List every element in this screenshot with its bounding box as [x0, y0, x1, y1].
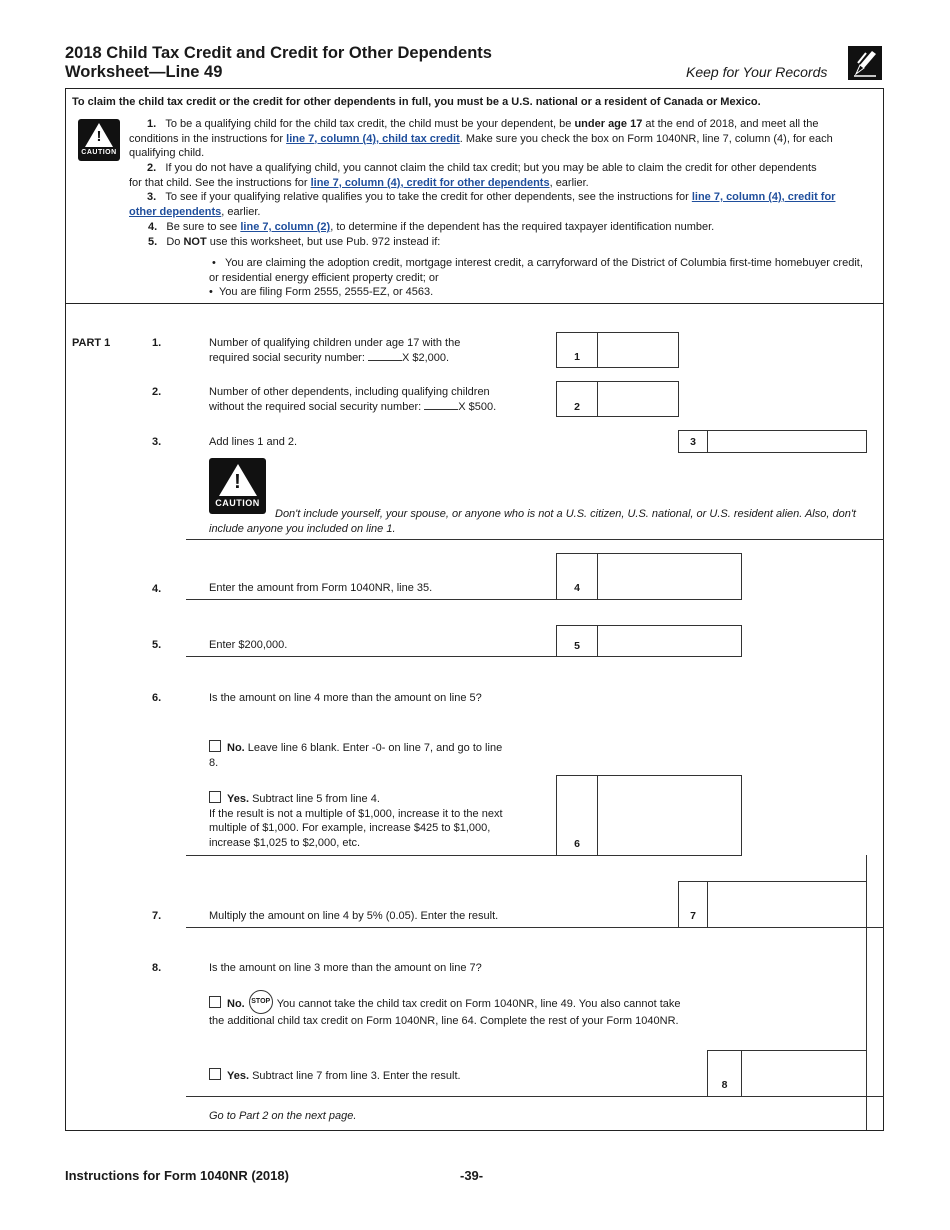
line-2-number: 2.	[152, 386, 162, 398]
caution-icon: ! CAUTION	[209, 458, 266, 514]
caution-label: CAUTION	[81, 149, 117, 156]
no-text: You cannot take the child tax credit on Form 1040NR, line 49. You also cannot take the additional child tax credit on Form 1040NR, line 64. Complete the rest of your Form 1040NR.	[209, 998, 681, 1027]
line-1-text-a: Number of qualifying children under age 17 with the	[209, 337, 461, 349]
item-text: at the end of 2018, and meet all the conditions in the instructions for	[129, 118, 819, 145]
line-3-box-number: 3	[690, 436, 696, 448]
line-7-amount-box[interactable]	[707, 881, 867, 928]
item-bold: under age 17	[574, 118, 643, 130]
item-text: Do	[166, 236, 184, 248]
bullet-icon: •	[209, 286, 213, 298]
link-line7-col4-credit-other-dependents-2[interactable]: line 7, column (4), credit for other dependents	[129, 191, 836, 218]
line-5-text: Enter $200,000.	[209, 639, 288, 651]
no-text: Leave line 6 blank. Enter -0- on line 7, and go to line 8.	[209, 742, 503, 769]
rule	[186, 599, 556, 600]
part-label: PART 1	[72, 337, 111, 349]
line-7-text: Multiply the amount on line 4 by 5% (0.05). Enter the result.	[209, 910, 499, 922]
line-2-text	[209, 385, 554, 414]
line-1-number: 1.	[152, 337, 162, 349]
line-4-text: Enter the amount from Form 1040NR, line 35.	[209, 582, 433, 594]
bullet-1	[209, 256, 869, 285]
line-2-count-blank[interactable]	[424, 400, 458, 410]
line-6-box-number: 6	[574, 838, 580, 850]
line-1-count-blank[interactable]	[368, 351, 402, 361]
line-3-amount-box[interactable]	[707, 430, 867, 453]
line-6-amount-box[interactable]	[597, 775, 742, 856]
pencil-icon	[848, 46, 882, 80]
section-divider	[65, 303, 884, 304]
item-number: 3.	[147, 191, 157, 203]
line-1-text-b: required social security number:	[209, 351, 365, 364]
no-label: No.	[227, 998, 245, 1010]
line-8-text: Is the amount on line 3 more than the amount on line 7?	[209, 962, 482, 974]
line-8-number: 8.	[152, 962, 162, 974]
item-text: Be sure to see	[166, 221, 241, 233]
bullet-icon: •	[212, 257, 216, 269]
worksheet-title	[65, 44, 492, 82]
intro-item-5	[148, 235, 848, 250]
link-line7-col4-credit-other-dependents[interactable]: line 7, column (4), credit for other dependents	[310, 176, 550, 189]
stop-icon: STOP	[249, 990, 273, 1014]
line-6-no-option	[209, 740, 509, 770]
line-8-box-number: 8	[721, 1079, 728, 1091]
line-8-no-checkbox[interactable]	[209, 996, 221, 1008]
line-8-no-option	[209, 990, 684, 1029]
line-6-number: 6.	[152, 692, 162, 704]
line-4-box-number: 4	[574, 582, 580, 594]
intro-item-1	[129, 117, 839, 161]
rule	[186, 656, 556, 657]
item-number: 2.	[147, 162, 157, 174]
bullet-text: You are filing Form 2555, 2555-EZ, or 4563.	[218, 286, 434, 298]
line-6-yes-checkbox[interactable]	[209, 791, 221, 803]
yes-label: Yes.	[227, 1070, 250, 1082]
bullet-2	[209, 285, 869, 300]
page-number: -39-	[460, 1168, 484, 1183]
item-text: To see if your qualifying relative qualifies you to take the credit for other dependents, see the instructions for	[165, 191, 692, 203]
line-1-amount-box[interactable]	[597, 332, 679, 368]
caution-label: CAUTION	[215, 498, 260, 508]
keep-records-note: Keep for Your Records	[686, 64, 828, 80]
line-7-number: 7.	[152, 910, 162, 922]
line-7-box-number: 7	[690, 910, 696, 922]
item-bold: NOT	[183, 236, 207, 248]
rule	[186, 539, 884, 540]
line-2-box-number: 2	[574, 401, 580, 413]
line-2-amount-box[interactable]	[597, 381, 679, 417]
item-text: , earlier.	[549, 176, 589, 189]
line-4-amount-box[interactable]	[597, 553, 742, 600]
line-3-number: 3.	[152, 436, 162, 448]
intro-item-3	[129, 190, 839, 219]
line-2-text-a: Number of other dependents, including qualifying children	[209, 386, 490, 398]
yes-label: Yes.	[227, 793, 250, 805]
item-text: . Make sure you check the box on Form 1040NR, line 7, column (4), for each qualifying child.	[129, 132, 833, 160]
intro-item-4	[148, 220, 848, 235]
line-3-text: Add lines 1 and 2.	[209, 436, 298, 448]
line-4-number: 4.	[152, 583, 162, 595]
line-5-number: 5.	[152, 639, 162, 651]
line-5-box-number: 5	[574, 640, 580, 652]
yes-text: Subtract line 5 from line 4.	[249, 793, 380, 805]
item-text: To be a qualifying child for the child tax credit, the child must be your dependent, be	[165, 118, 575, 130]
caution-icon: ! CAUTION	[78, 119, 120, 161]
title-line-2: Worksheet—Line 49	[65, 63, 223, 81]
no-label: No.	[227, 742, 245, 754]
yes-text: Subtract line 7 from line 3. Enter the result.	[249, 1070, 461, 1082]
line-2-text-b: without the required social security number:	[209, 400, 422, 413]
footer-form-name: Instructions for Form 1040NR (2018)	[65, 1168, 289, 1183]
line-1-multiplier: X $2,000.	[401, 351, 450, 364]
item-number: 1.	[147, 118, 157, 130]
title-line-1: 2018 Child Tax Credit and Credit for Other Dependents	[65, 44, 492, 62]
line-2-multiplier: X $500.	[458, 400, 497, 413]
rule	[186, 855, 556, 856]
rule	[186, 1096, 884, 1097]
intro-item-2	[129, 161, 829, 190]
item-text: If you do not have a qualifying child, you cannot claim the child tax credit; but you may be able to claim the credit for other dependents for that child. See the instructions for	[129, 162, 817, 189]
item-number: 5.	[148, 236, 158, 248]
intro-lead: To claim the child tax credit or the credit for other dependents in full, you must be a U.S. national or a resident of Canada or Mexico.	[72, 96, 761, 108]
line-1-box-number: 1	[574, 351, 580, 363]
line-5-amount-box[interactable]	[597, 625, 742, 657]
caution-text: Don't include yourself, your spouse, or anyone who is not a U.S. citizen, U.S. national, or U.S. resident alien. Also, don't include anyone you included on line 1.	[209, 508, 856, 535]
line-6-yes-option	[209, 791, 529, 850]
go-to-part-2: Go to Part 2 on the next page.	[209, 1110, 357, 1122]
line-6-no-checkbox[interactable]	[209, 740, 221, 752]
bullet-text: You are claiming the adoption credit, mortgage interest credit, a carryforward of the District of Columbia first-time homebuyer credit, or residential energy efficient property credit; or	[209, 257, 863, 284]
line-1-text	[209, 336, 549, 365]
link-line7-col2[interactable]: line 7, column (2)	[240, 221, 331, 233]
line-8-amount-box[interactable]	[741, 1050, 867, 1097]
item-text: , to determine if the dependent has the required taxpayer identification number.	[330, 221, 715, 233]
line-8-yes-checkbox[interactable]	[209, 1068, 221, 1080]
item-number: 4.	[148, 221, 158, 233]
line-8-yes-option	[209, 1068, 461, 1084]
yes-detail: If the result is not a multiple of $1,000, increase it to the next multiple of $1,000. For example, increase $425 to $1,000, increase $1,025 to $2,000, etc.	[209, 807, 503, 849]
line-6-text: Is the amount on line 4 more than the amount on line 5?	[209, 692, 482, 704]
item-text: , earlier.	[221, 205, 261, 218]
item-text: use this worksheet, but use Pub. 972 instead if:	[206, 236, 441, 248]
link-line7-col4-child-tax-credit[interactable]: line 7, column (4), child tax credit	[286, 132, 460, 145]
